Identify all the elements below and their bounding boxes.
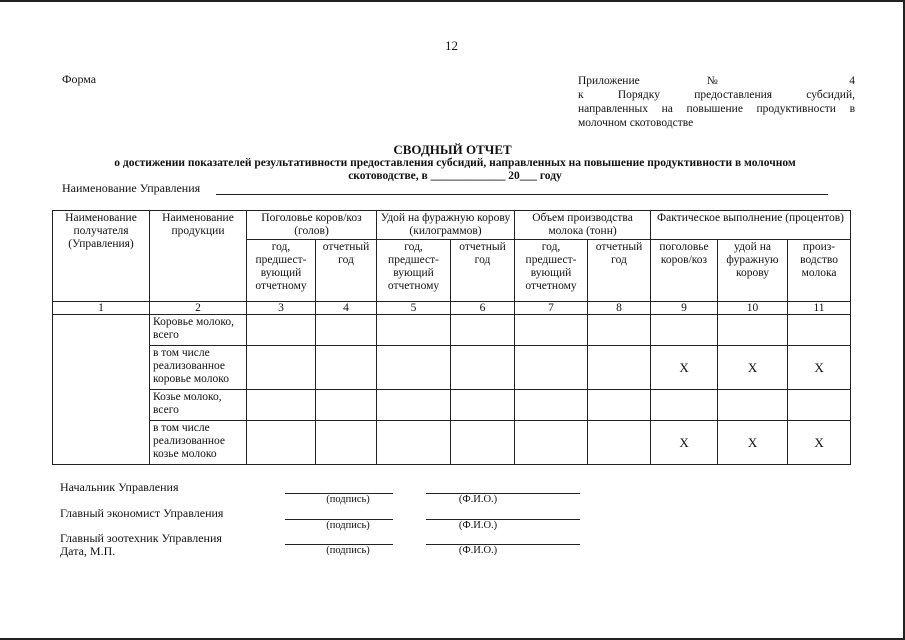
header-cows-prev-year: год, предшест-вующий отчетному bbox=[247, 240, 316, 302]
data-cell bbox=[247, 390, 316, 421]
table-row-goat-milk-sold bbox=[53, 421, 851, 465]
column-number: 1 bbox=[53, 302, 150, 315]
data-cell bbox=[515, 421, 588, 465]
column-number: 5 bbox=[377, 302, 451, 315]
column-number: 11 bbox=[788, 302, 851, 315]
not-applicable-mark: Х bbox=[788, 346, 851, 390]
data-cell bbox=[515, 346, 588, 390]
data-cell bbox=[316, 421, 377, 465]
signature-caption: (подпись) bbox=[326, 494, 370, 505]
product-cell: в том числе реализованное козье молоко bbox=[150, 421, 247, 465]
header-actual-yield: удой на фуражную корову bbox=[718, 240, 788, 302]
header-actual-production: произ-водство молока bbox=[788, 240, 851, 302]
column-number: 2 bbox=[150, 302, 247, 315]
header-product: Наименование продукции bbox=[150, 211, 247, 302]
report-subtitle-line-1: о достижении показателей результативности предоставления субсидий, направленных на повышение продуктивности в молочном bbox=[114, 157, 796, 169]
header-volume-prev-year: год, предшест-вующий отчетному bbox=[515, 240, 588, 302]
name-caption: (Ф.И.О.) bbox=[458, 494, 498, 505]
product-cell: в том числе реализованное коровье молоко bbox=[150, 346, 247, 390]
appendix-line-1: Приложение № 4 bbox=[578, 75, 855, 87]
data-cell bbox=[651, 390, 718, 421]
report-table bbox=[52, 210, 851, 465]
data-cell bbox=[316, 315, 377, 346]
header-actual-cows: поголовье коров/коз bbox=[651, 240, 718, 302]
data-cell bbox=[316, 390, 377, 421]
name-caption: (Ф.И.О.) bbox=[458, 520, 498, 531]
table-header-row-1 bbox=[53, 211, 851, 240]
data-cell bbox=[377, 346, 451, 390]
header-actual: Фактическое выполнение (процентов) bbox=[651, 211, 851, 240]
data-cell bbox=[377, 315, 451, 346]
appendix-note bbox=[578, 74, 855, 130]
recipient-cell bbox=[53, 315, 150, 465]
column-number: 4 bbox=[316, 302, 377, 315]
signatory-zootechnician-label: Главный зоотехник Управления bbox=[60, 531, 222, 545]
data-cell bbox=[515, 390, 588, 421]
date-stamp-label: Дата, М.П. bbox=[60, 544, 116, 558]
data-cell bbox=[515, 315, 588, 346]
data-cell bbox=[247, 346, 316, 390]
table-row-goat-milk-total bbox=[53, 390, 851, 421]
page-border-top bbox=[0, 0, 905, 2]
data-cell bbox=[588, 315, 651, 346]
signatory-economist-label: Главный экономист Управления bbox=[60, 506, 224, 520]
name-caption: (Ф.И.О.) bbox=[458, 545, 498, 556]
data-cell bbox=[451, 315, 515, 346]
appendix-line-2: к Порядку предоставления субсидий, bbox=[578, 89, 855, 101]
page-number: 12 bbox=[445, 38, 458, 53]
data-cell bbox=[247, 421, 316, 465]
data-cell bbox=[718, 390, 788, 421]
header-yield-prev-year: год, предшест-вующий отчетному bbox=[377, 240, 451, 302]
not-applicable-mark: Х bbox=[718, 421, 788, 465]
data-cell bbox=[377, 421, 451, 465]
column-number-row bbox=[53, 302, 851, 315]
not-applicable-mark: Х bbox=[718, 346, 788, 390]
header-milk-volume: Объем производства молока (тонн) bbox=[515, 211, 651, 240]
column-number: 3 bbox=[247, 302, 316, 315]
form-label: Форма bbox=[62, 72, 97, 86]
column-number: 10 bbox=[718, 302, 788, 315]
appendix-line-3: направленных на повышение продуктивности в bbox=[578, 103, 855, 115]
table-row-cow-milk-sold bbox=[53, 346, 851, 390]
table-row-cow-milk-total bbox=[53, 315, 851, 346]
data-cell bbox=[451, 421, 515, 465]
management-fill-line bbox=[216, 194, 828, 195]
data-cell bbox=[588, 346, 651, 390]
signature-caption: (подпись) bbox=[326, 520, 370, 531]
column-number: 9 bbox=[651, 302, 718, 315]
report-subtitle bbox=[60, 157, 850, 183]
data-cell bbox=[451, 390, 515, 421]
header-milk-yield: Удой на фуражную корову (килограммов) bbox=[377, 211, 515, 240]
header-cows-report-year: отчетный год bbox=[316, 240, 377, 302]
header-yield-report-year: отчетный год bbox=[451, 240, 515, 302]
report-title: СВОДНЫЙ ОТЧЕТ bbox=[393, 142, 512, 157]
not-applicable-mark: Х bbox=[651, 421, 718, 465]
data-cell bbox=[788, 390, 851, 421]
data-cell bbox=[451, 346, 515, 390]
signatory-head-label: Начальник Управления bbox=[60, 480, 179, 494]
not-applicable-mark: Х bbox=[651, 346, 718, 390]
signature-caption: (подпись) bbox=[326, 545, 370, 556]
data-cell bbox=[588, 421, 651, 465]
column-number: 6 bbox=[451, 302, 515, 315]
data-cell bbox=[788, 315, 851, 346]
header-volume-report-year: отчетный год bbox=[588, 240, 651, 302]
data-cell bbox=[247, 315, 316, 346]
data-cell bbox=[588, 390, 651, 421]
data-cell bbox=[377, 390, 451, 421]
not-applicable-mark: Х bbox=[788, 421, 851, 465]
product-cell: Козье молоко, всего bbox=[150, 390, 247, 421]
header-cows: Поголовье коров/коз (голов) bbox=[247, 211, 377, 240]
data-cell bbox=[718, 315, 788, 346]
header-recipient: Наименование получателя (Управления) bbox=[53, 211, 150, 302]
product-cell: Коровье молоко, всего bbox=[150, 315, 247, 346]
column-number: 8 bbox=[588, 302, 651, 315]
report-subtitle-line-2: скотоводстве, в _____________ 20___ году bbox=[348, 170, 562, 182]
management-label: Наименование Управления bbox=[62, 181, 201, 195]
appendix-line-4: молочном скотоводстве bbox=[578, 117, 694, 129]
column-number: 7 bbox=[515, 302, 588, 315]
data-cell bbox=[651, 315, 718, 346]
data-cell bbox=[316, 346, 377, 390]
